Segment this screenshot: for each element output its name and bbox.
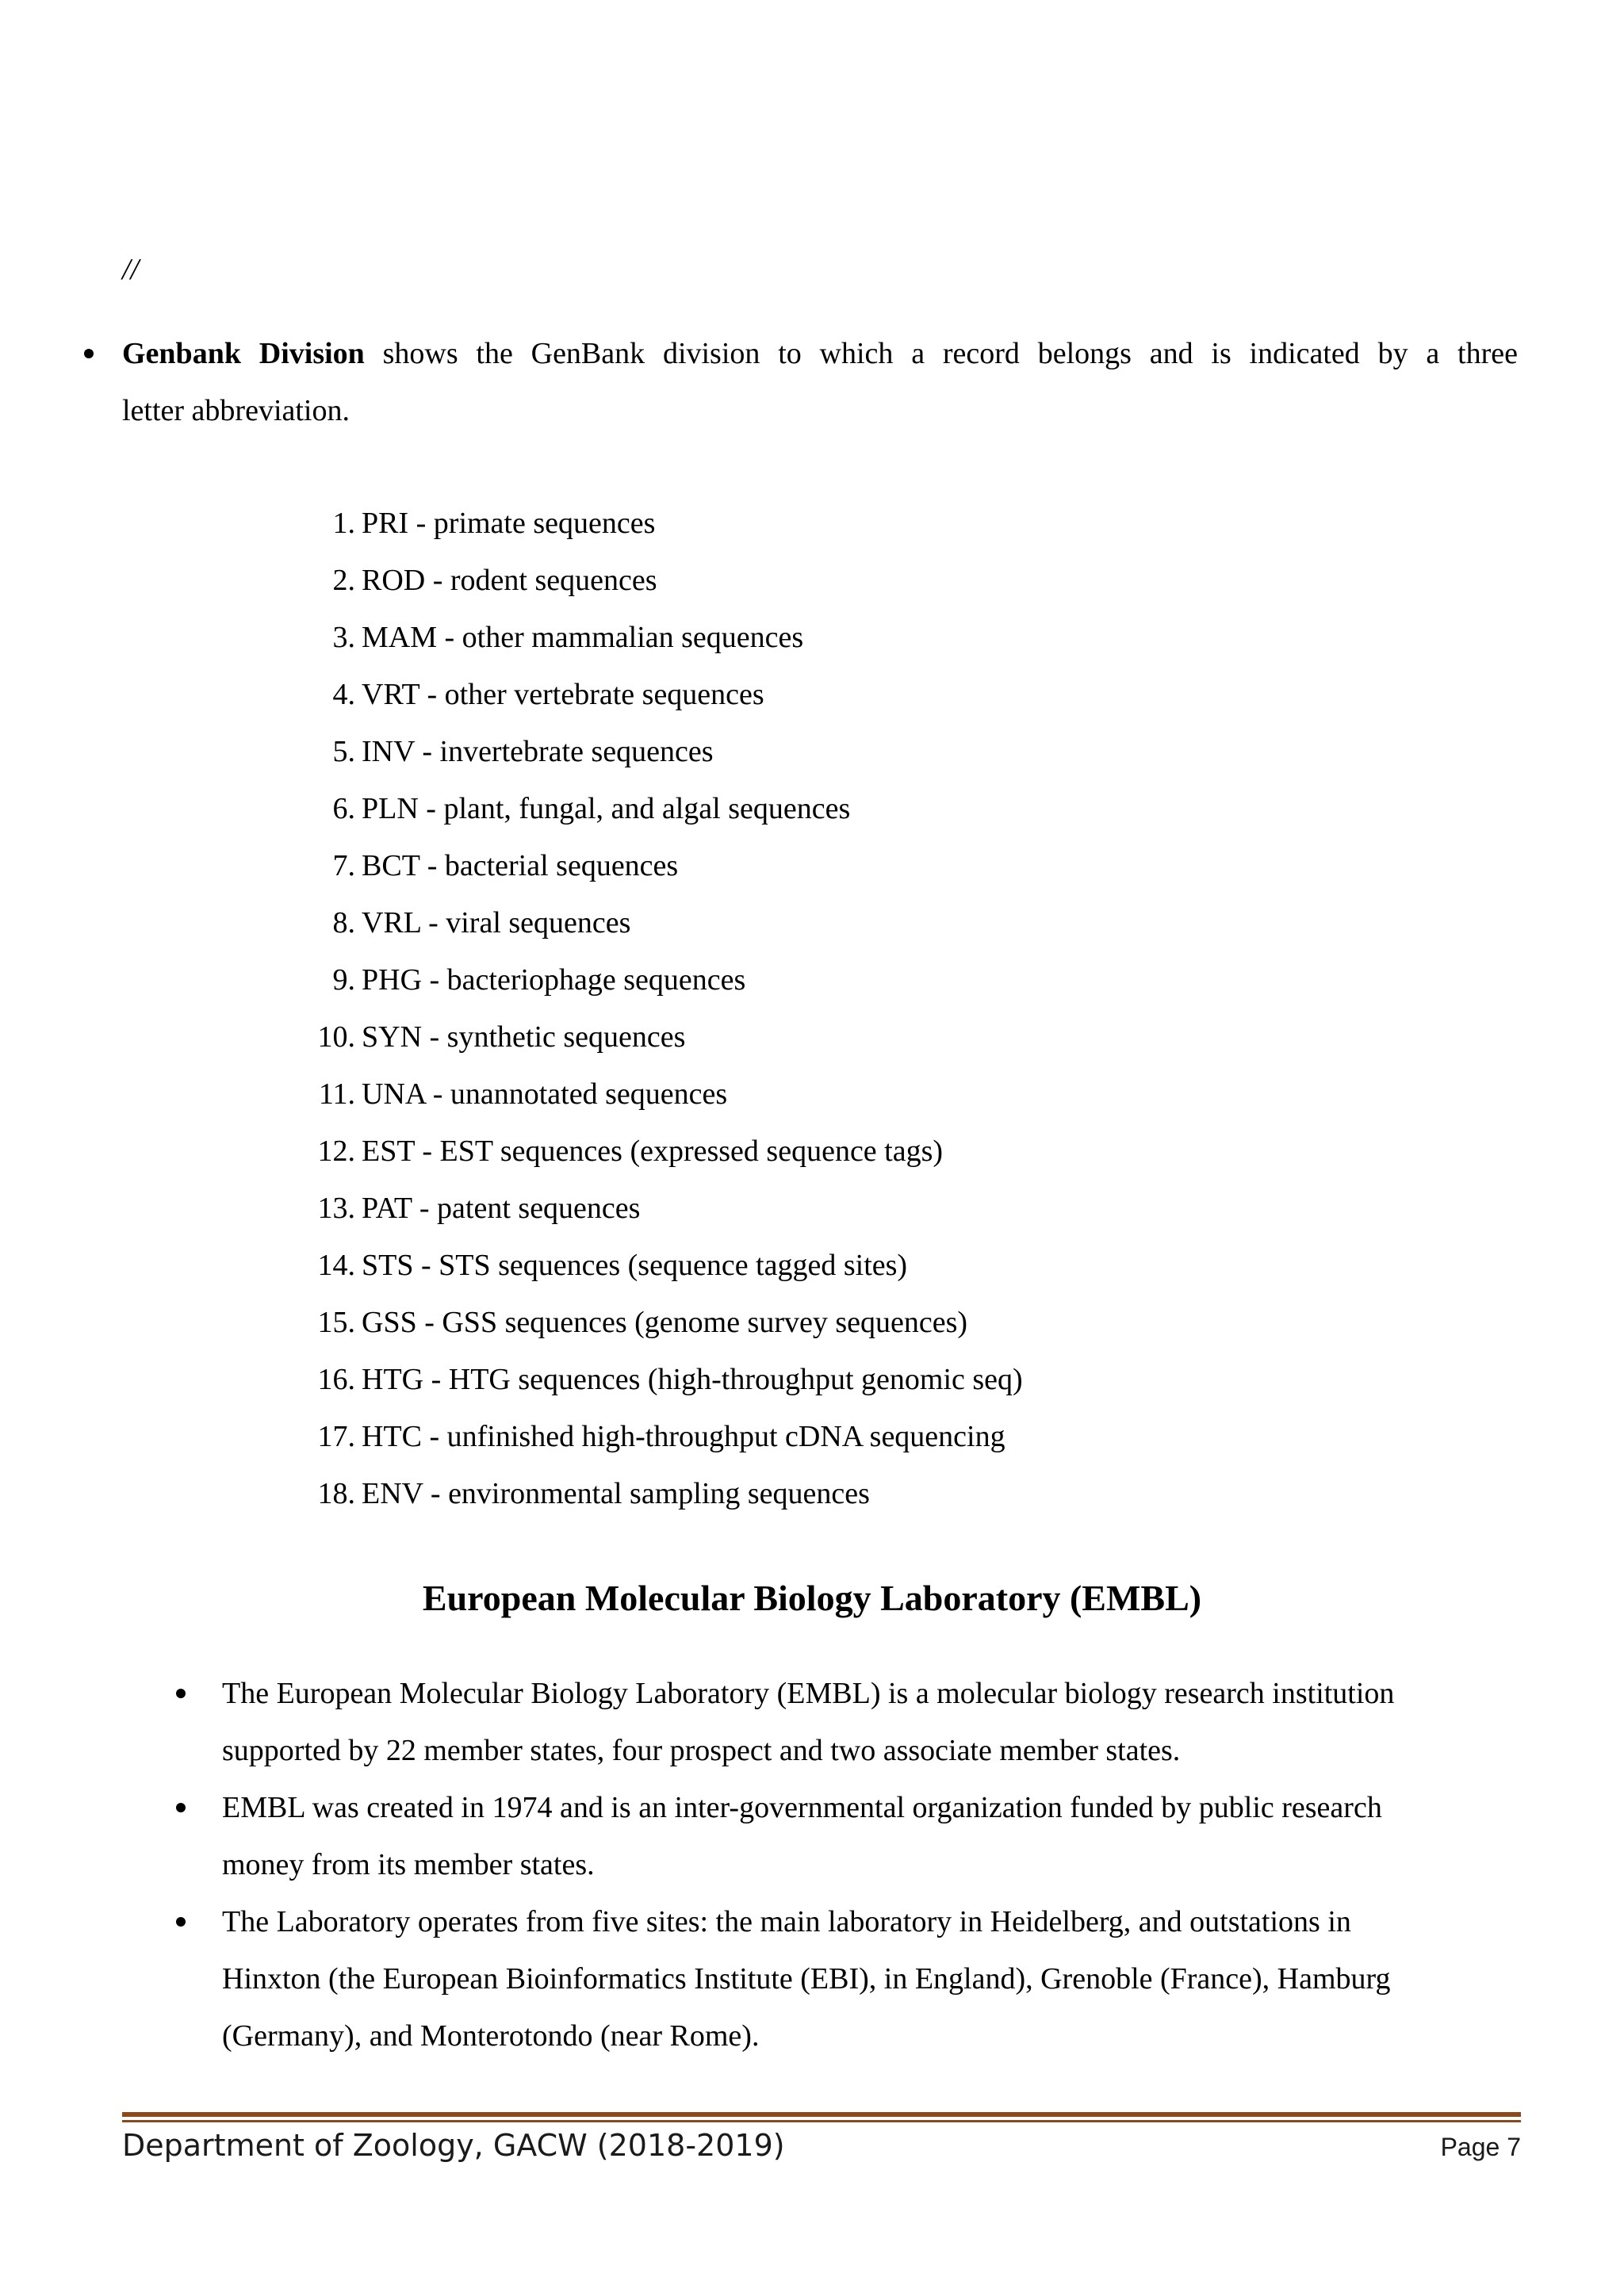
list-item: 17. HTC - unfinished high-throughput cDNA sequencing [317,1420,1005,1453]
division-list [301,495,1253,1522]
footer-divider-thick [122,2112,1521,2117]
genbank-line-2: letter abbreviation. [122,394,350,427]
list-item: 13. PAT - patent sequences [317,1192,641,1225]
list-item: 14. STS - STS sequences (sequence tagged sites) [317,1249,908,1282]
list-item: 15. GSS - GSS sequences (genome survey sequences) [317,1306,968,1339]
list-item: The Laboratory operates from five sites: the main laboratory in Heidelberg, and outstations in Hinxton (the European Bioinformatics Institute (EBI), in England), Grenoble (France), Hamburg (Germany), and Monterotondo (near Rome). [222,1905,1391,2053]
list-item: 10. SYN - synthetic sequences [317,1020,686,1054]
list-item: 2. ROD - rodent sequences [332,564,657,597]
list-item: 5. INV - invertebrate sequences [332,735,714,768]
list-item: 12. EST - EST sequences (expressed sequence tags) [317,1135,944,1168]
list-item: 4. VRT - other vertebrate sequences [332,678,764,711]
footer-divider-thin [122,2120,1521,2122]
list-item: 18. ENV - environmental sampling sequences [317,1477,870,1510]
footer-department: Department of Zoology, GACW (2018-2019) [122,2128,785,2163]
footer-divider [122,2112,1521,2125]
page-number: Page 7 [1440,2133,1521,2161]
genbank-term: Genbank Division [122,337,365,370]
list-item: 9. PHG - bacteriophage sequences [332,963,746,997]
list-item: 8. VRL - viral sequences [332,906,631,939]
record-end-marker: // [122,253,140,286]
section-heading: European Molecular Biology Laboratory (EMBL) [422,1578,1202,1618]
list-item: 7. BCT - bacterial sequences [332,849,679,882]
list-item: The European Molecular Biology Laboratory (EMBL) is a molecular biology research institution supported by 22 member states, four prospect and two associate member states. [222,1677,1395,1767]
genbank-text-1: shows the GenBank division to which a record belongs and is indicated by a three [382,337,1518,370]
bullet-icon [176,1689,186,1698]
list-item: 3. MAM - other mammalian sequences [332,621,804,654]
bullet-icon [176,1803,186,1812]
list-item: 6. PLN - plant, fungal, and algal sequences [332,792,851,825]
list-item: 1. PRI - primate sequences [332,507,656,540]
embl-bullet-list [222,1665,1519,2064]
genbank-division-paragraph [122,325,1518,439]
list-item: EMBL was created in 1974 and is an inter-governmental organization funded by public research money from its member states. [222,1791,1382,1881]
list-item: 11. UNA - unannotated sequences [318,1077,728,1111]
genbank-line-1 [122,325,1518,382]
list-item: 16. HTG - HTG sequences (high-throughput genomic seq) [317,1363,1023,1396]
bullet-icon [84,349,94,358]
bullet-icon [176,1917,186,1927]
